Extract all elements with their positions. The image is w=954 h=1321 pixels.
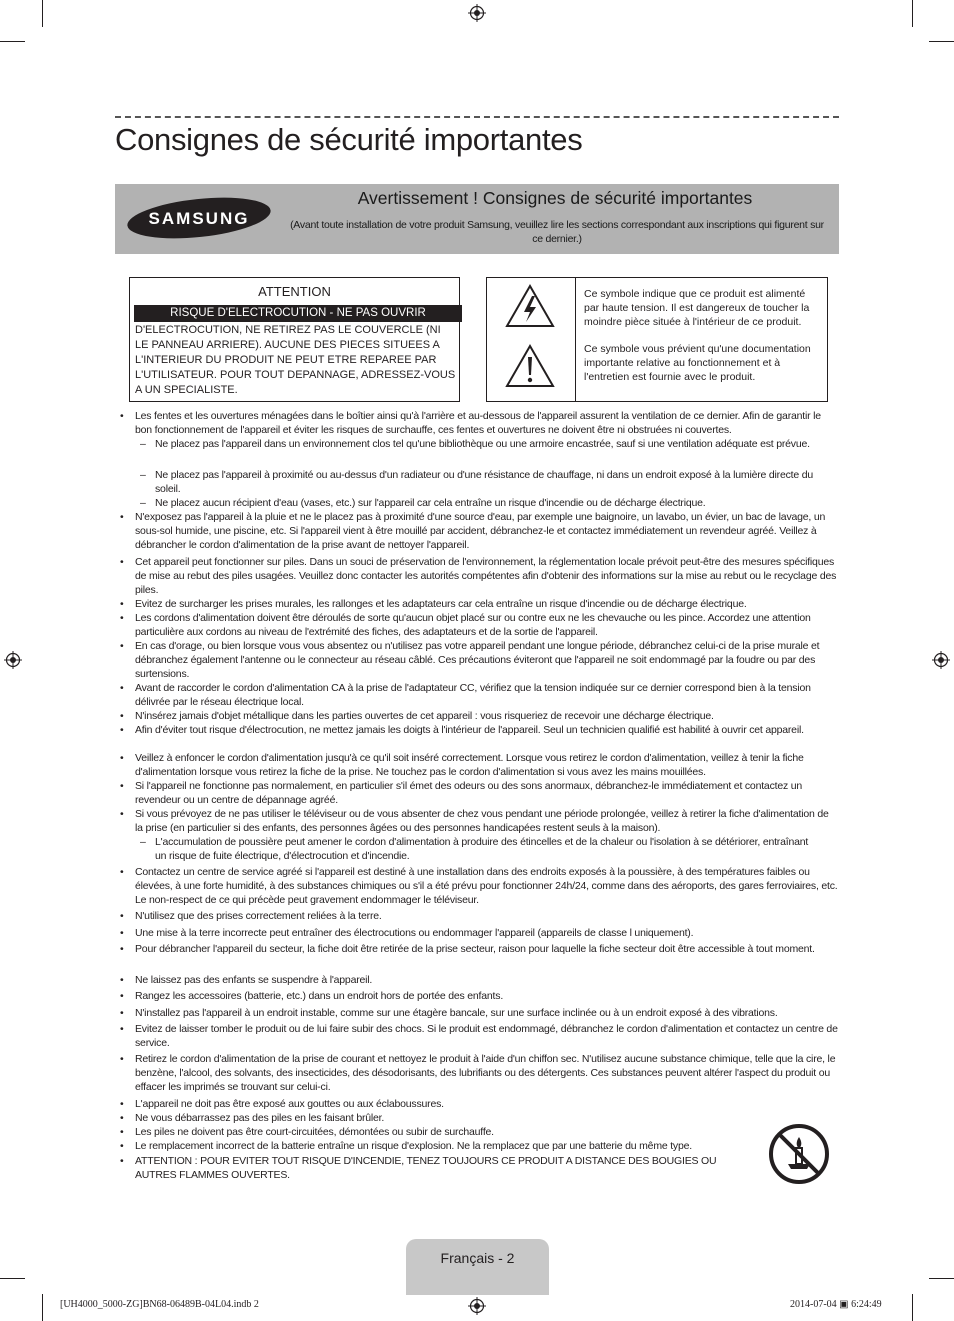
samsung-logo-icon [125,196,273,240]
registration-mark-icon [468,1297,486,1315]
registration-mark-icon [468,4,486,22]
crop-mark [0,1278,25,1279]
warning-banner [115,184,839,254]
attention-box [129,277,460,402]
crop-mark [929,41,954,42]
attention-bar: RISQUE D'ELECTROCUTION - NE PAS OUVRIR [134,305,462,322]
crop-mark [0,41,25,42]
crop-mark [929,1278,954,1279]
exclamation-warning-icon [505,344,555,388]
crop-mark [912,0,913,27]
svg-text:SAMSUNG: SAMSUNG [148,209,250,228]
high-voltage-text: Ce symbole indique que ce produit est alimenté par haute tension. Il est dangereux de toucher la moindre pièce située à l'intérieur de ce produit. [584,288,810,328]
registration-mark-icon [932,651,950,669]
banner-title: Avertissement ! Consignes de sécurité importantes [357,188,753,208]
attention-text: D'ELECTROCUTION, NE RETIREZ PAS LE COUVERCLE (NI LE PANNEAU ARRIERE). AUCUNE DES PIECES SITUEES A L'INTERIEUR DU PRODUIT NE PEUT ETRE REPAREE PAR L'UTILISATEUR. POUR TOUT DEPANNAGE, ADRESSEZ-VOUS A UN SPECIALISTE. [135,324,456,396]
crop-mark [912,1294,913,1321]
attention-title: ATTENTION [258,284,331,299]
page-number: Français - 2 [440,1250,515,1266]
crop-mark [42,1294,43,1321]
banner-subtitle: (Avant toute installation de votre produit Samsung, veuillez lire les sections correspondant aux inscriptions qui figurent sur ce dernier.) [290,219,824,245]
documentation-text: Ce symbole vous prévient qu'une documentation importante relative au fonctionnement et à l'entretien est fournie avec le produit. [584,343,811,383]
title-rule [115,116,839,118]
crop-mark [42,0,43,27]
print-info-date: 2014-07-04 ▣ 6:24:49 [790,1299,882,1310]
registration-mark-icon [4,651,22,669]
no-candle-icon [768,1123,830,1185]
page-number-tab [406,1239,549,1295]
page-title: Consignes de sécurité importantes [115,122,583,157]
print-info-file: [UH4000_5000-ZG]BN68-06489B-04L04.indb 2 [60,1299,259,1310]
high-voltage-icon [505,284,555,328]
symbols-divider [575,278,576,401]
symbols-box [486,277,828,402]
